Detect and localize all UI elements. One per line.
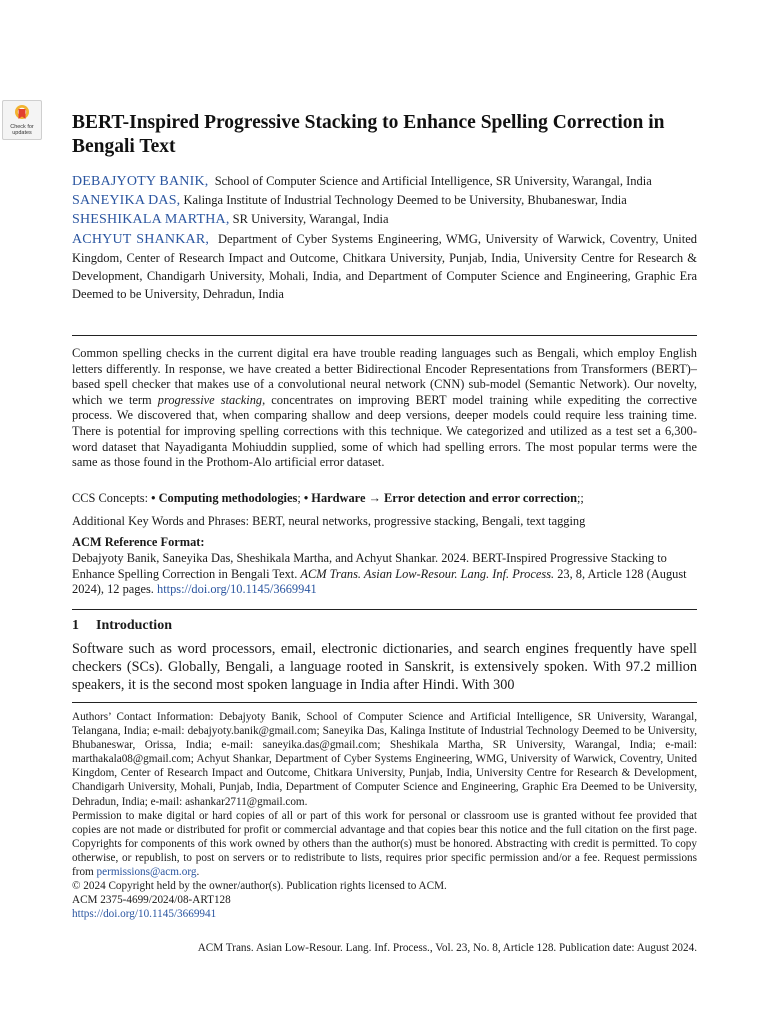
keywords-label: Additional Key Words and Phrases:: [72, 514, 253, 528]
author-name: ACHYUT SHANKAR,: [72, 231, 210, 247]
page-footer: ACM Trans. Asian Low-Resour. Lang. Inf. Process., Vol. 23, No. 8, Article 128. Publication date: August 2024.: [197, 942, 697, 954]
abstract-text-1: Common spelling checks in the current digital era have trouble reading languages such as Bengali, which employ English letters differently. In response, we have created a better Bidirectional Encoder Representations from Transformers (BERT)–based spell checker that makes use of a convolutional neural network (CNN) sub-model (Semantic Network). Our novelty, which we term: [72, 346, 697, 407]
footnote-divider: [72, 702, 697, 703]
intro-paragraph: Software such as word processors, email, electronic dictionaries, and search engines frequently have spell checkers (SCs). Globally, Bengali, a language rooted in Sanskrit, is extensively spoken. With 97.2 million speakers, it is the second most spoken language in India after Hindi. With 300: [72, 641, 697, 693]
acm-reference-text: Debajyoty Banik, Saneyika Das, Sheshikala Martha, and Achyut Shankar. 2024. BERT-Inspired Progressive Stacking to Enhance Spelling Correction in Bengali Text.: [72, 550, 667, 581]
header-divider: [72, 335, 697, 336]
author-name: SANEYIKA DAS,: [72, 193, 181, 209]
ccs-end: ;;: [576, 491, 584, 505]
keywords-text: BERT, neural networks, progressive stacking, Bengali, text tagging: [252, 514, 586, 528]
section-divider: [72, 609, 697, 610]
author-entry: [72, 172, 697, 191]
ccs-label: CCS Concepts:: [72, 491, 152, 505]
contact-information: Authors’ Contact Information: Debajyoty Banik, School of Computer Science and Artificial Intelligence, SR University, Warangal, Telangana, India; e-mail: debajyoty.banik@gmail.com; Saneyika Das, Kalinga Institute of Industrial Technology Deemed to be University, Bhubaneswar, Orissa, India; e-mail: saneyika.das@gmail.com; Sheshikala Martha, SR University, Warangal, India; e-mail: marthakala08@gmail.com; Achyut Shankar, Department of Cyber Systems Engineering, WMG, University of Warwick, Coventry, United Kingdom, Center of Research Impact and Outcome, Chitkara University, Punjab, India, University Centre for Research & Development, Chandigarh University, Mohali, Punjab, India, Department of Computer Science and Engineering, Graphic Era Deemed to be University, Dehradun, India; e-mail: ashankar2711@gmail.com.: [72, 711, 697, 808]
paper-title: BERT-Inspired Progressive Stacking to Enhance Spelling Correction in Bengali Text: [72, 112, 665, 157]
permissions-email-link[interactable]: permissions@acm.org: [96, 866, 197, 879]
acm-reference-body: [72, 551, 697, 598]
author-affiliation: Department of Cyber Systems Engineering, WMG, University of Warwick, Coventry, United Kingdom, Center of Research Impact and Outcome, Chitkara University, Punjab, India, University Centre for Research & Development, Chandigarh University, Mohali, India, and Department of Computer Science and Engineering, Graphic Era Deemed to be University, Dehradun, India: [72, 231, 698, 302]
permission-end: .: [196, 866, 200, 879]
author-affiliation: SR University, Warangal, India: [232, 212, 389, 227]
acm-reference: [72, 535, 697, 598]
ccs-separator: ;: [297, 491, 304, 505]
acm-reference-heading: ACM Reference Format:: [72, 535, 205, 549]
issn-line: ACM 2375-4699/2024/08-ART128: [72, 894, 231, 907]
author-entry: [72, 230, 697, 304]
doi-link[interactable]: https://doi.org/10.1145/3669941: [157, 582, 317, 597]
footnotes: [72, 710, 697, 921]
author-name: SHESHIKALA MARTHA,: [72, 212, 230, 228]
acm-reference-journal: ACM Trans. Asian Low-Resour. Lang. Inf. Process.: [300, 566, 555, 581]
author-entry: [72, 191, 697, 210]
section-title: Introduction: [96, 618, 172, 633]
ccs-item-computing[interactable]: • Computing methodologies: [151, 491, 298, 505]
section-heading: [72, 618, 697, 634]
copyright-line: © 2024 Copyright held by the owner/author(s). Publication rights licensed to ACM.: [72, 880, 447, 893]
footnote-doi-link[interactable]: https://doi.org/10.1145/3669941: [72, 908, 217, 921]
section-number: 1: [72, 618, 79, 633]
keywords: [72, 513, 697, 529]
badge-line-2: updates: [12, 130, 32, 136]
ccs-concepts: [72, 490, 697, 506]
abstract-text-2: , concentrates on improving BERT model training while expediting the corrective process. We discovered that, when comparing shallow and deep versions, deeper models could require less training time. There is potential for improving spelling corrections with this technique. We categorized and utilized as a test set a 6,300-word dataset that Nayadiganta Mohiuddin supplied, some of which had spelling errors. The most popular terms were the same as those found in the Prothom-Alo artificial error dataset.: [72, 392, 697, 470]
permission-notice: [72, 809, 697, 879]
abstract: [72, 346, 697, 471]
author-list: [72, 172, 697, 303]
author-entry: [72, 210, 697, 229]
check-for-updates-badge[interactable]: [2, 100, 42, 140]
introduction-text: [72, 640, 697, 694]
permission-text: Permission to make digital or hard copies of all or part of this work for personal or classroom use is granted without fee provided that copies are not made or distributed for profit or commercial advantage and that copies bear this notice and the full citation on the first page. Copyrights for components of this work owned by others than the author(s) must be honored. Abstracting with credit is permitted. To copy otherwise, or republish, to post on servers or to redistribute to lists, requires prior specific permission and/or a fee. Request permissions from: [72, 809, 697, 879]
author-affiliation: School of Computer Science and Artificial Intelligence, SR University, Warangal, India: [214, 174, 652, 188]
badge-line-1: Check for: [10, 124, 34, 130]
ccs-item-hardware[interactable]: • Hardware → Error detection and error correction: [303, 491, 577, 505]
acm-reference-details: 23, 8, Article 128 (August 2024), 12 pages.: [72, 566, 687, 597]
abstract-emphasis: progressive stacking: [157, 392, 263, 407]
author-affiliation: Kalinga Institute of Industrial Technology Deemed to be University, Bhubaneswar, India: [183, 193, 627, 208]
bookmark-icon: [13, 104, 31, 124]
author-name: DEBAJYOTY BANIK,: [72, 174, 209, 189]
